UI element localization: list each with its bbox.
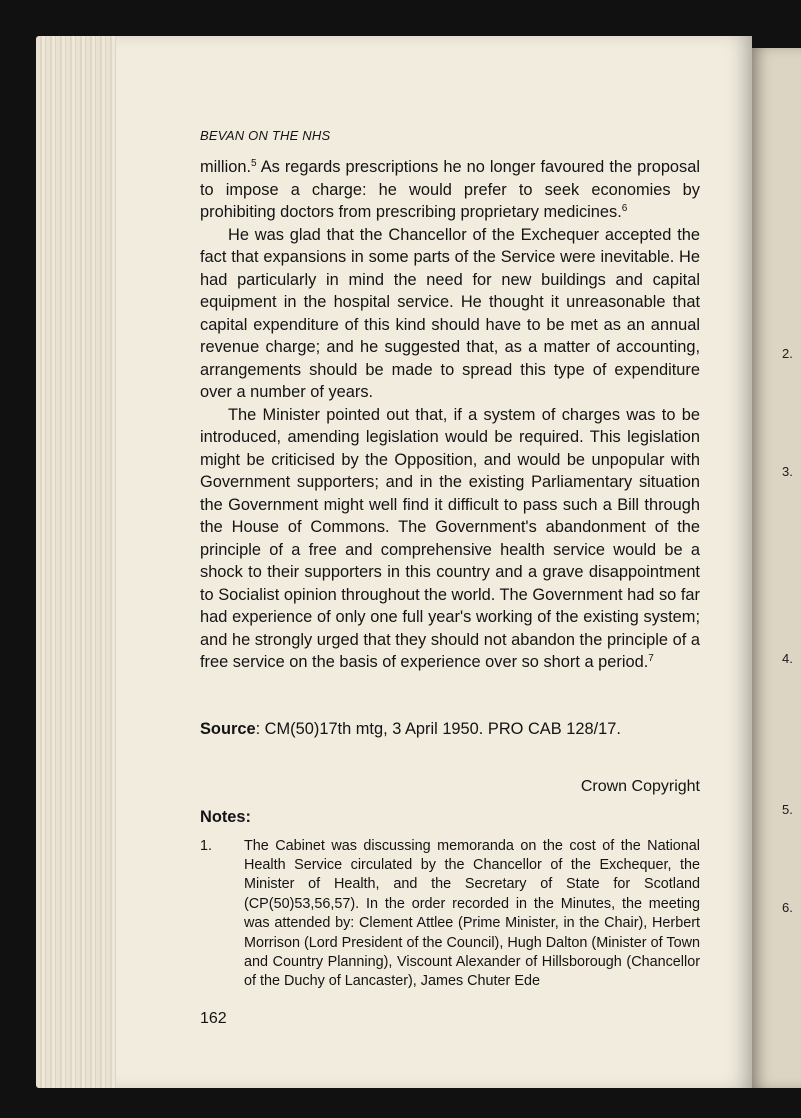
paragraph-1 [200, 156, 700, 224]
facing-page-number: 5. [782, 802, 793, 817]
facing-page [752, 48, 801, 1088]
note-text: The Cabinet was discussing memoranda on the cost of the National Health Service circulated by the Chancellor of the Exchequer, the Minister of Health, and the Secretary of State for Scotland (CP(50)53,56,57). In the order recorded in the Minutes, the meeting was attended by: Clement Attlee (Prime Minister, in the Chair), Herbert Morrison (Lord President of the Council), Hugh Dalton (Minister of Town and Country Planning), Viscount Alexander of Hillsborough (Chancellor of the Duchy of Lancaster), James Chuter Ede [244, 837, 700, 990]
paragraph-2: He was glad that the Chancellor of the Exchequer accepted the fact that expansions in some parts of the Service were inevitable. He had particularly in mind the need for new buildings and capital equipment in the hospital service. He thought it unreasonable that capital expenditure of this kind should have to be met as an annual revenue charge; and he suggested that, as a matter of accounting, arrangements should be made to spread this type of expenditure over a number of years. [200, 225, 700, 401]
footnote-ref[interactable]: 5 [251, 158, 257, 169]
facing-page-number: 6. [782, 900, 793, 915]
page-content [200, 128, 700, 992]
note-number: 1. [200, 837, 213, 854]
footnote-ref[interactable]: 7 [648, 653, 654, 664]
paragraph-text: As regards prescriptions he no longer favoured the proposal to impose a charge: he would prefer to seek economies by prohibiting doctors from prescribing proprietary medicines. [200, 158, 700, 221]
source-label: Source [200, 719, 256, 738]
page-number: 162 [200, 1010, 227, 1027]
facing-page-number: 4. [782, 651, 793, 666]
notes-heading: Notes: [200, 807, 251, 826]
facing-page-number: 2. [782, 346, 793, 361]
paragraph-text: million. [200, 158, 252, 176]
source-line [200, 718, 700, 740]
footnote-ref[interactable]: 6 [621, 203, 628, 214]
facing-page-number: 3. [782, 464, 793, 479]
note-item [200, 837, 700, 992]
crown-copyright: Crown Copyright [580, 777, 700, 795]
source-text: : CM(50)17th mtg, 3 April 1950. PRO CAB 128/17. [255, 719, 621, 738]
paragraph-text: The Minister pointed out that, if a system of charges was to be introduced, amending legislation would be required. This legislation might be criticised by the Opposition, and would be unpopular with Government supporters; and in the existing Parliamentary situation the Government might well find it difficult to pass such a Bill through the House of Commons. The Government's abandonment of the principle of a free and comprehensive health service would be a shock to their supporters in this country and a grave disappointment to Socialist opinion throughout the world. The Government had so far had experience of only one full year's working of the existing system; and he strongly urged that they should not abandon the principle of a free service on the basis of experience over so short a period. [200, 405, 700, 671]
paragraph-3 [200, 404, 700, 674]
running-head: BEVAN ON THE NHS [200, 128, 331, 143]
